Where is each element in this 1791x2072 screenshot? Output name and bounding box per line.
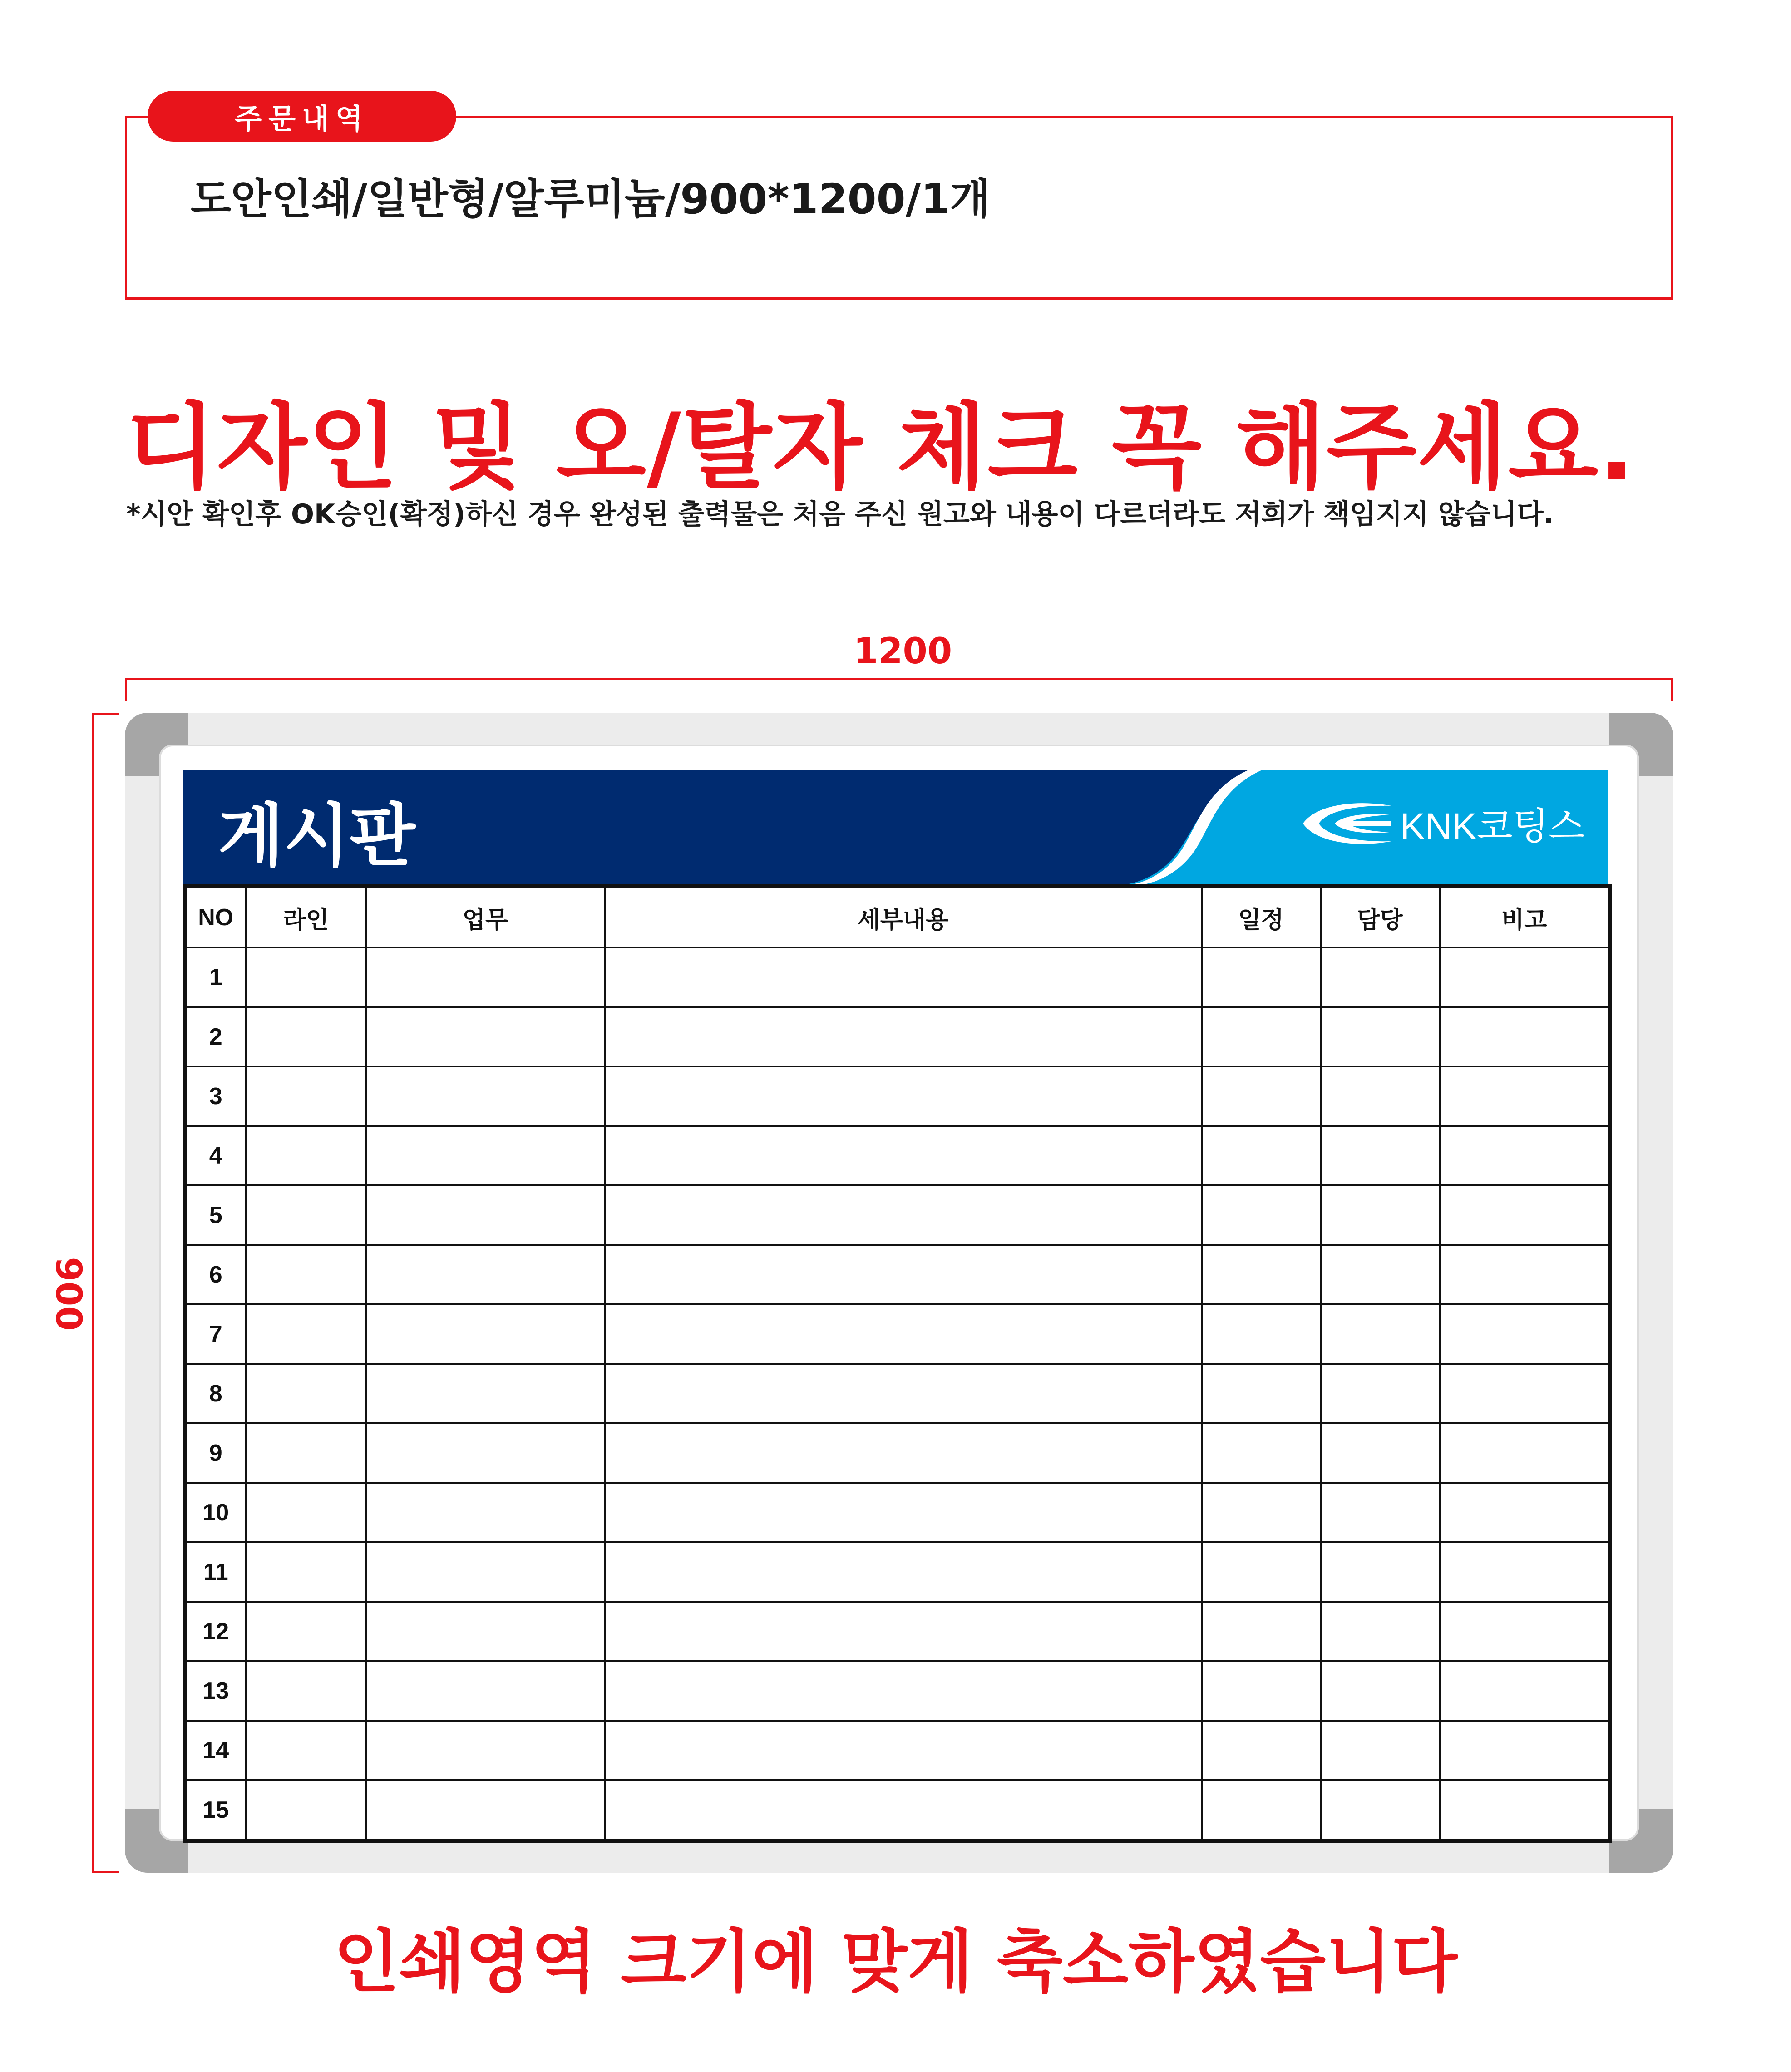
table-cell	[605, 1007, 1202, 1066]
table-cell	[1440, 1542, 1610, 1602]
table-cell	[246, 1066, 366, 1126]
table-cell	[1321, 1542, 1440, 1602]
table-cell	[1321, 1304, 1440, 1364]
table-header-cell: 라인	[246, 887, 366, 948]
width-dimension-tick-left	[125, 678, 127, 701]
table-cell	[1440, 1304, 1610, 1364]
table-cell	[366, 1721, 605, 1780]
table-cell	[605, 1245, 1202, 1304]
table-cell	[1321, 1483, 1440, 1542]
height-dimension-tick-top	[92, 713, 119, 715]
table-cell	[1321, 1364, 1440, 1423]
table-cell	[1440, 1066, 1610, 1126]
row-number-cell: 4	[185, 1126, 246, 1185]
row-number-cell: 1	[185, 947, 246, 1007]
width-dimension-line	[125, 678, 1673, 680]
table-cell	[246, 1423, 366, 1483]
scale-notice: 인쇄영역 크기에 맞게 축소하였습니다	[333, 1923, 1458, 2002]
table-body	[185, 947, 1610, 1841]
table-cell	[246, 947, 366, 1007]
row-number-cell: 7	[185, 1304, 246, 1364]
table-row	[185, 1780, 1610, 1841]
table-header-cell: 세부내용	[605, 887, 1202, 948]
table-header-cell: NO	[185, 887, 246, 948]
table-cell	[246, 1780, 366, 1841]
table-cell	[246, 1602, 366, 1661]
table-cell	[1202, 1483, 1321, 1542]
table-cell	[246, 1304, 366, 1364]
table-header-cell: 업무	[366, 887, 605, 948]
order-details: 도안인쇄/일반형/알루미늄/900*1200/1개	[191, 175, 991, 223]
knk-swoosh-logo-icon	[1298, 799, 1394, 849]
table-cell	[1321, 1661, 1440, 1721]
table-cell	[605, 1126, 1202, 1185]
table-row	[185, 947, 1610, 1007]
row-number-cell: 3	[185, 1066, 246, 1126]
table-cell	[1440, 1364, 1610, 1423]
table-row	[185, 1304, 1610, 1364]
width-dimension-tick-right	[1671, 678, 1673, 701]
order-tab-label: 주문내역	[148, 91, 456, 142]
height-dimension-tick-bottom	[92, 1871, 119, 1873]
table-cell	[1321, 1780, 1440, 1841]
table-row	[185, 1602, 1610, 1661]
table-cell	[605, 1483, 1202, 1542]
table-cell	[366, 1126, 605, 1185]
table-cell	[1202, 1126, 1321, 1185]
table-cell	[1440, 1483, 1610, 1542]
table-cell	[1202, 1245, 1321, 1304]
table-cell	[366, 1483, 605, 1542]
table-cell	[1440, 1007, 1610, 1066]
warning-title: 디자인 및 오/탈자 체크 꼭 해주세요.	[126, 394, 1636, 502]
row-number-cell: 8	[185, 1364, 246, 1423]
height-dimension-line	[92, 713, 94, 1873]
table-cell	[605, 1542, 1202, 1602]
schedule-table	[183, 884, 1612, 1843]
table-row	[185, 1364, 1610, 1423]
table-cell	[366, 1364, 605, 1423]
table-cell	[1440, 1126, 1610, 1185]
row-number-cell: 6	[185, 1245, 246, 1304]
table-cell	[1202, 1364, 1321, 1423]
table-cell	[1440, 947, 1610, 1007]
table-row	[185, 1066, 1610, 1126]
table-cell	[246, 1542, 366, 1602]
table-cell	[246, 1185, 366, 1245]
row-number-cell: 13	[185, 1661, 246, 1721]
table-cell	[366, 1185, 605, 1245]
table-cell	[1321, 1602, 1440, 1661]
table-cell	[1440, 1780, 1610, 1841]
table-cell	[605, 1721, 1202, 1780]
table-cell	[1321, 1423, 1440, 1483]
table-cell	[246, 1483, 366, 1542]
table-cell	[1440, 1185, 1610, 1245]
table-row	[185, 1661, 1610, 1721]
table-cell	[366, 1007, 605, 1066]
table-cell	[1202, 1185, 1321, 1245]
table-cell	[366, 947, 605, 1007]
table-cell	[1321, 1126, 1440, 1185]
row-number-cell: 10	[185, 1483, 246, 1542]
table-cell	[366, 1066, 605, 1126]
table-cell	[366, 1602, 605, 1661]
table-header-cell: 담당	[1321, 887, 1440, 948]
row-number-cell: 11	[185, 1542, 246, 1602]
table-cell	[1321, 1007, 1440, 1066]
table-cell	[1321, 1066, 1440, 1126]
table-cell	[605, 1304, 1202, 1364]
knk-logo	[1298, 797, 1584, 850]
table-cell	[366, 1780, 605, 1841]
table-cell	[246, 1721, 366, 1780]
table-row	[185, 1126, 1610, 1185]
table-cell	[1440, 1423, 1610, 1483]
table-cell	[1202, 1423, 1321, 1483]
table-cell	[366, 1542, 605, 1602]
table-cell	[246, 1126, 366, 1185]
board-title: 게시판	[218, 797, 415, 876]
width-dimension-label: 1200	[854, 631, 952, 672]
table-row	[185, 1007, 1610, 1066]
row-number-cell: 14	[185, 1721, 246, 1780]
table-cell	[1202, 1780, 1321, 1841]
table-cell	[1321, 1245, 1440, 1304]
table-cell	[1440, 1602, 1610, 1661]
table-cell	[605, 1423, 1202, 1483]
height-dimension-label: 900	[48, 1257, 89, 1331]
table-cell	[1202, 1542, 1321, 1602]
table-cell	[1321, 1721, 1440, 1780]
table-cell	[246, 1245, 366, 1304]
table-cell	[605, 1185, 1202, 1245]
table-cell	[246, 1007, 366, 1066]
logo-text: KNK코팅스	[1400, 806, 1585, 847]
table-header-row	[185, 887, 1610, 948]
row-number-cell: 2	[185, 1007, 246, 1066]
table-cell	[1202, 1661, 1321, 1721]
row-number-cell: 12	[185, 1602, 246, 1661]
table-cell	[366, 1245, 605, 1304]
table-row	[185, 1721, 1610, 1780]
table-cell	[1321, 1185, 1440, 1245]
table-cell	[366, 1304, 605, 1364]
table-cell	[1440, 1721, 1610, 1780]
table-cell	[1202, 1602, 1321, 1661]
table-cell	[1440, 1661, 1610, 1721]
table-header-cell: 비고	[1440, 887, 1610, 948]
row-number-cell: 5	[185, 1185, 246, 1245]
table-cell	[605, 1602, 1202, 1661]
table-cell	[605, 1661, 1202, 1721]
table-row	[185, 1185, 1610, 1245]
table-cell	[605, 1780, 1202, 1841]
table-row	[185, 1542, 1610, 1602]
table-cell	[1202, 947, 1321, 1007]
table-cell	[605, 1066, 1202, 1126]
table-cell	[246, 1364, 366, 1423]
row-number-cell: 9	[185, 1423, 246, 1483]
table-cell	[1202, 1304, 1321, 1364]
approval-notice: *시안 확인후 OK승인(확정)하신 경우 완성된 출력물은 처음 주신 원고와 내용이 다르더라도 저희가 책임지지 않습니다.	[126, 498, 1554, 530]
table-row	[185, 1245, 1610, 1304]
table-cell	[605, 1364, 1202, 1423]
table-row	[185, 1483, 1610, 1542]
row-number-cell: 15	[185, 1780, 246, 1841]
table-cell	[366, 1661, 605, 1721]
table-cell	[1202, 1721, 1321, 1780]
table-cell	[1202, 1007, 1321, 1066]
table-cell	[1440, 1245, 1610, 1304]
table-header-cell: 일정	[1202, 887, 1321, 948]
table-cell	[246, 1661, 366, 1721]
table-cell	[1321, 947, 1440, 1007]
table-cell	[366, 1423, 605, 1483]
table-row	[185, 1423, 1610, 1483]
table-cell	[605, 947, 1202, 1007]
table-cell	[1202, 1066, 1321, 1126]
